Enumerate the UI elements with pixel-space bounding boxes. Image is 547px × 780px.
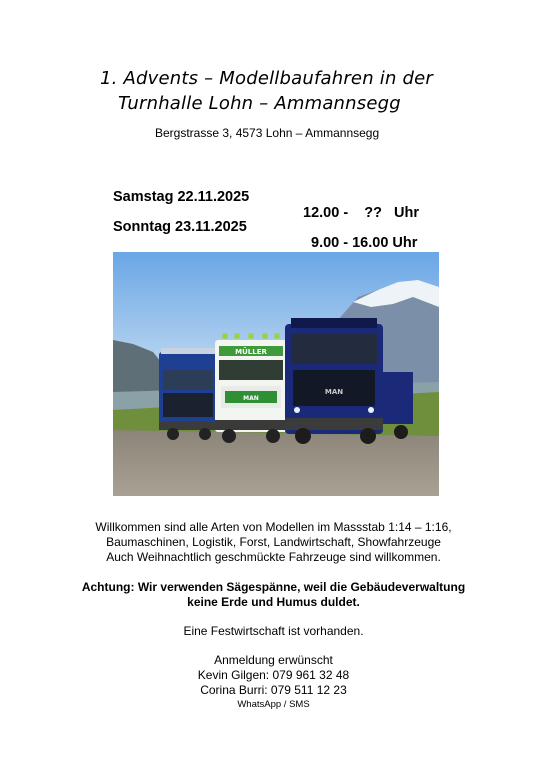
- warning-line-2: keine Erde und Humus duldet.: [187, 595, 360, 609]
- event-address: Bergstrasse 3, 4573 Lohn – Ammannsegg: [155, 126, 380, 140]
- truck-middle: [215, 333, 287, 443]
- contact-note: WhatsApp / SMS: [237, 699, 310, 710]
- schedule-time: 12.00 - ?? Uhr: [303, 205, 420, 221]
- schedule-time: 9.00 - 16.00 Uhr: [311, 235, 418, 251]
- schedule-date: Samstag 22.11.2025: [113, 189, 250, 205]
- truck-models-photo: [113, 252, 439, 496]
- title-line-2: Turnhalle Lohn – Ammannsegg: [118, 93, 401, 114]
- truck-left: [159, 348, 217, 440]
- truck-middle-brand: MÜLLER: [235, 348, 267, 356]
- event-title: [0, 66, 547, 116]
- contact-block: [0, 653, 547, 711]
- welcome-line-1: Willkommen sind alle Arten von Modellen im Massstab 1:14 – 1:16,: [95, 520, 452, 534]
- title-line-1: 1. Advents – Modellbaufahren in der: [100, 68, 433, 89]
- truck-photo-illustration: [113, 252, 439, 496]
- welcome-text: [0, 520, 547, 565]
- contact-person-2: Corina Burri: 079 511 12 23: [200, 683, 347, 697]
- truck-right-make: MAN: [324, 388, 344, 396]
- welcome-line-2: Baumaschinen, Logistik, Forst, Landwirtschaft, Showfahrzeuge: [106, 535, 441, 549]
- truck-middle-make: MAN: [243, 395, 259, 402]
- warning-text: [0, 580, 547, 610]
- festwirtschaft-note: Eine Festwirtschaft ist vorhanden.: [183, 624, 364, 638]
- welcome-line-3: Auch Weihnachtlich geschmückte Fahrzeuge sind willkommen.: [106, 550, 441, 564]
- contact-heading: Anmeldung erwünscht: [214, 653, 333, 667]
- contact-person-1: Kevin Gilgen: 079 961 32 48: [197, 668, 350, 682]
- schedule-date: Sonntag 23.11.2025: [113, 219, 247, 235]
- warning-line-1: Achtung: Wir verwenden Sägespänne, weil die Gebäudeverwaltung: [81, 580, 466, 594]
